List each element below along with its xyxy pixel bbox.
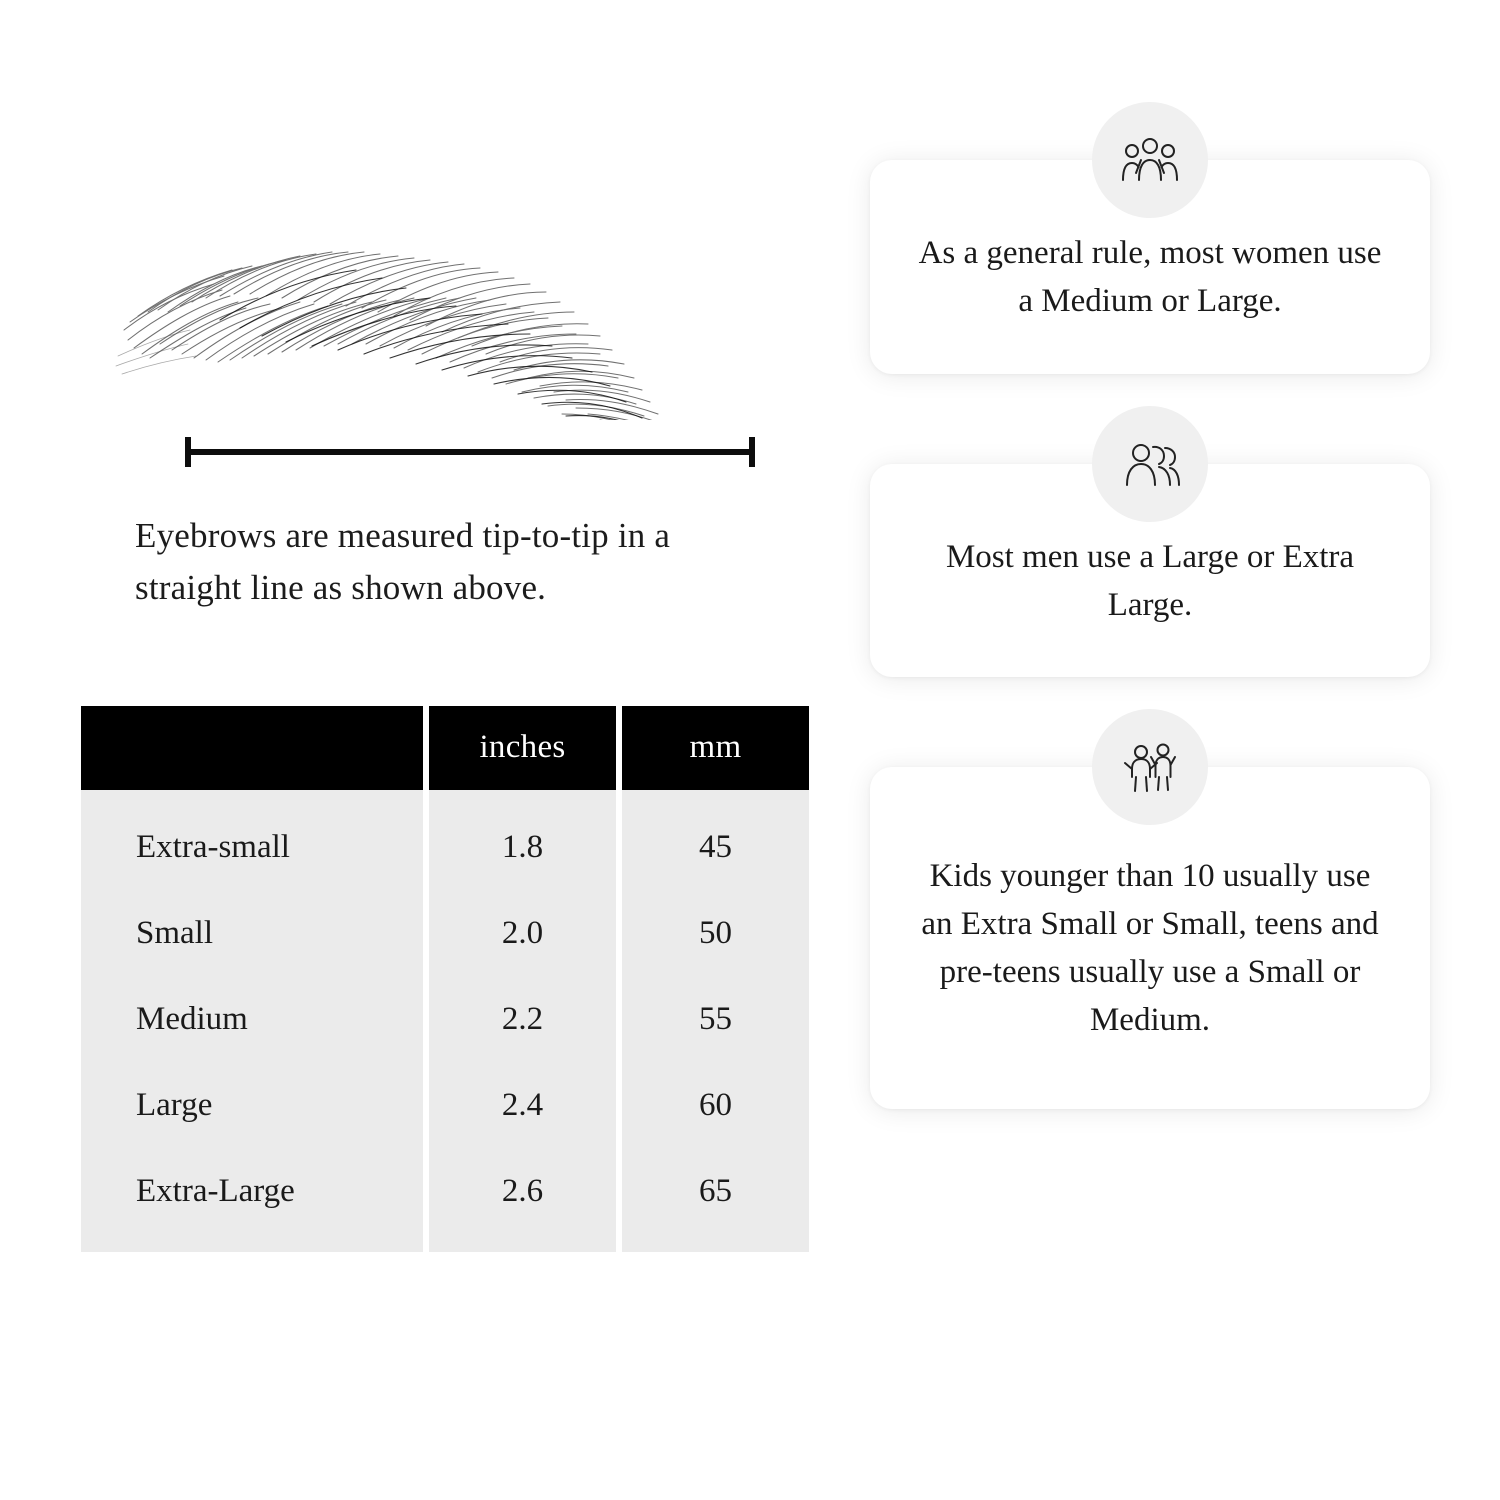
cell-size-name: Extra-small bbox=[81, 790, 423, 891]
cell-mm: 65 bbox=[622, 1149, 809, 1252]
cell-inches: 1.8 bbox=[429, 790, 616, 891]
men-group-icon bbox=[1092, 406, 1208, 522]
cell-mm: 55 bbox=[622, 977, 809, 1063]
column-header-size bbox=[81, 706, 423, 790]
figure-caption: Eyebrows are measured tip-to-tip in a straight line as shown above. bbox=[135, 516, 671, 607]
tip-text-women: As a general rule, most women use a Medium or Large. bbox=[918, 235, 1382, 319]
left-column bbox=[75, 160, 795, 1252]
women-group-icon bbox=[1092, 102, 1208, 218]
cell-mm: 50 bbox=[622, 891, 809, 977]
table-header-row bbox=[81, 706, 809, 790]
table-row bbox=[81, 1149, 809, 1252]
table-row bbox=[81, 977, 809, 1063]
cell-size-name: Large bbox=[81, 1063, 423, 1149]
tip-text-men: Most men use a Large or Extra Large. bbox=[945, 538, 1355, 623]
table-row bbox=[81, 1063, 809, 1149]
tip-card-men bbox=[870, 464, 1430, 678]
measure-end-cap-right bbox=[749, 437, 755, 467]
table-row bbox=[81, 790, 809, 891]
eyebrow-hairs-graphic bbox=[110, 160, 750, 420]
measurement-bar bbox=[185, 437, 755, 467]
tip-card-women bbox=[870, 160, 1430, 374]
measure-line bbox=[185, 449, 755, 455]
column-header-mm: mm bbox=[622, 706, 809, 790]
tip-text-kids: Kids younger than 10 usually use an Extra Small or Small, teens and pre-teens usually use a Small or Medium. bbox=[921, 858, 1379, 1038]
size-table-body bbox=[81, 790, 809, 1252]
cell-inches: 2.2 bbox=[429, 977, 616, 1063]
column-header-inches: inches bbox=[429, 706, 616, 790]
cell-mm: 45 bbox=[622, 790, 809, 891]
cell-size-name: Small bbox=[81, 891, 423, 977]
cell-size-name: Medium bbox=[81, 977, 423, 1063]
cell-size-name: Extra-Large bbox=[81, 1149, 423, 1252]
kids-icon bbox=[1092, 709, 1208, 825]
cell-inches: 2.4 bbox=[429, 1063, 616, 1149]
tip-card-kids bbox=[870, 767, 1430, 1108]
cell-mm: 60 bbox=[622, 1063, 809, 1149]
table-row bbox=[81, 891, 809, 977]
eyebrow-illustration bbox=[110, 160, 750, 480]
cell-inches: 2.0 bbox=[429, 891, 616, 977]
right-column bbox=[870, 160, 1430, 1109]
size-table bbox=[75, 706, 815, 1252]
cell-inches: 2.6 bbox=[429, 1149, 616, 1252]
size-table-head bbox=[81, 706, 809, 790]
